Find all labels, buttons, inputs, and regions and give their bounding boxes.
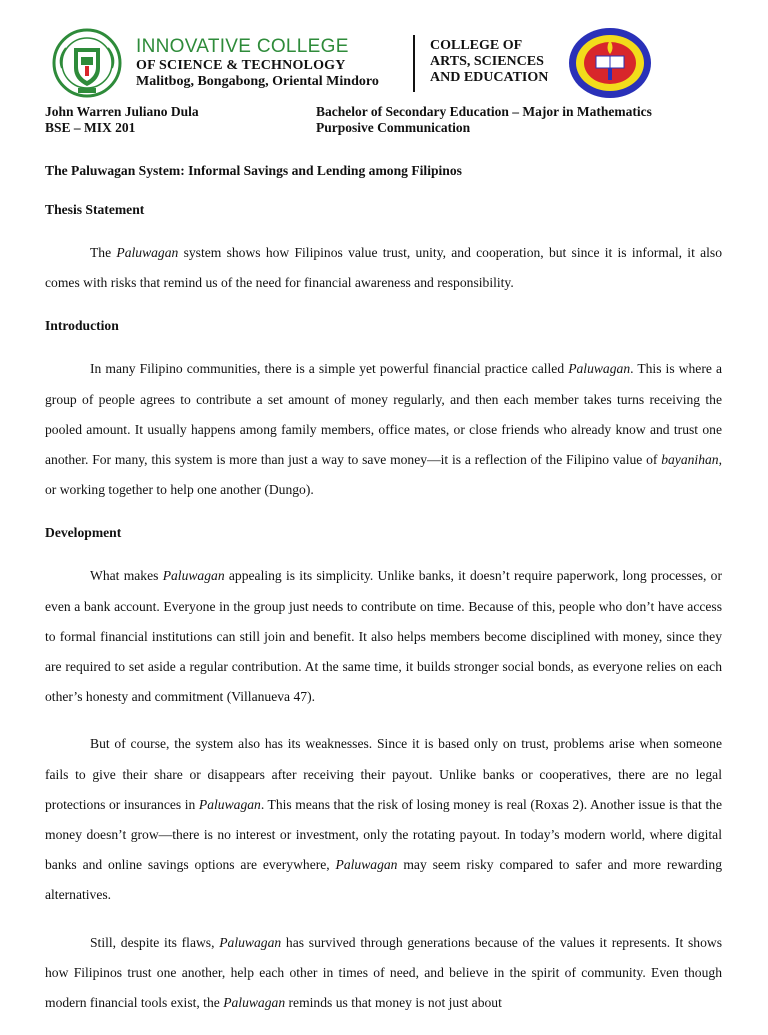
college-name: INNOVATIVE COLLEGE bbox=[136, 36, 349, 57]
course-info bbox=[316, 104, 652, 136]
student-info bbox=[45, 104, 199, 136]
college-address: Malitbog, Bongabong, Oriental Mindoro bbox=[136, 74, 379, 89]
innovative-college-seal-icon bbox=[52, 28, 122, 98]
header-divider bbox=[413, 35, 415, 92]
italic-term: Paluwagan bbox=[198, 796, 261, 812]
course-name: Purposive Communication bbox=[316, 120, 471, 135]
introduction-paragraph: In many Filipino communities, there is a simple yet powerful financial practice called Paluwagan. This is where a group of people agrees to contribute a set amount of money regularly, and then each member takes turns receiving the pooled amount. It usually happens among family members, office mates, or close friends who already know and trust one another. For many, this system is more than just a way to save money—it is a reflection of the Filipino value of bayanihan, or working together to help one another (Dungo). bbox=[45, 361, 722, 498]
essay-body bbox=[45, 160, 722, 1035]
thesis-paragraph: The Paluwagan system shows how Filipinos value trust, unity, and cooperation, but since it is informal, it also comes with risks that remind us of the need for financial awareness and responsibility. bbox=[45, 245, 722, 291]
student-name: John Warren Juliano Dula bbox=[45, 104, 199, 119]
italic-term: Paluwagan bbox=[335, 857, 398, 873]
college-of-education-seal-icon bbox=[567, 26, 653, 100]
department-name bbox=[430, 38, 548, 86]
development-heading: Development bbox=[45, 525, 122, 541]
italic-term: Paluwagan bbox=[219, 934, 282, 950]
essay-title: The Paluwagan System: Informal Savings and Lending among Filipinos bbox=[45, 163, 462, 178]
department-line: ARTS, SCIENCES bbox=[430, 54, 544, 69]
college-subtitle: OF SCIENCE & TECHNOLOGY bbox=[136, 58, 346, 73]
italic-term: Paluwagan bbox=[568, 361, 631, 377]
development-paragraph: But of course, the system also has its weaknesses. Since it is based only on trust, problems arise when someone fails to give their share or disappears after receiving their payout. Unlike banks or cooperatives, there are no legal protections or insurances in Paluwagan. This means that the risk of losing money is real (Roxas 2). Another issue is that the money doesn’t grow—there is no interest or investment, only the rotating payout. In today’s modern world, where digital banks and online savings options are everywhere, Paluwagan may seem risky compared to safer and more rewarding alternatives. bbox=[45, 736, 722, 903]
student-section: BSE – MIX 201 bbox=[45, 120, 136, 135]
development-paragraph: What makes Paluwagan appealing is its simplicity. Unlike banks, it doesn’t require paperwork, long processes, or even a bank account. Everyone in the group just needs to contribute on time. Because of this, people who don’t have access to formal financial institutions can still join and benefit. It also helps members become disciplined with money, since they are required to set aside a regular contribution. At the same time, it builds stronger social bonds, as everyone relies on each other’s honesty and commitment (Villanueva 47). bbox=[45, 568, 722, 705]
program-name: Bachelor of Secondary Education – Major in Mathematics bbox=[316, 104, 652, 119]
department-line: COLLEGE OF bbox=[430, 38, 523, 53]
italic-term: Paluwagan bbox=[162, 568, 225, 584]
introduction-heading: Introduction bbox=[45, 318, 119, 334]
thesis-heading: Thesis Statement bbox=[45, 202, 145, 217]
italic-term: Paluwagan bbox=[223, 995, 286, 1011]
department-line: AND EDUCATION bbox=[430, 70, 549, 85]
italic-term: Paluwagan bbox=[116, 245, 179, 260]
italic-term: bayanihan bbox=[661, 452, 719, 468]
development-paragraph: Still, despite its flaws, Paluwagan has survived through generations because of the values it represents. It shows how Filipinos trust one another, help each other in times of need, and believe in the spirit of community. Even though modern financial tools exist, the Paluwagan reminds us that money is not just about bbox=[45, 934, 722, 1011]
